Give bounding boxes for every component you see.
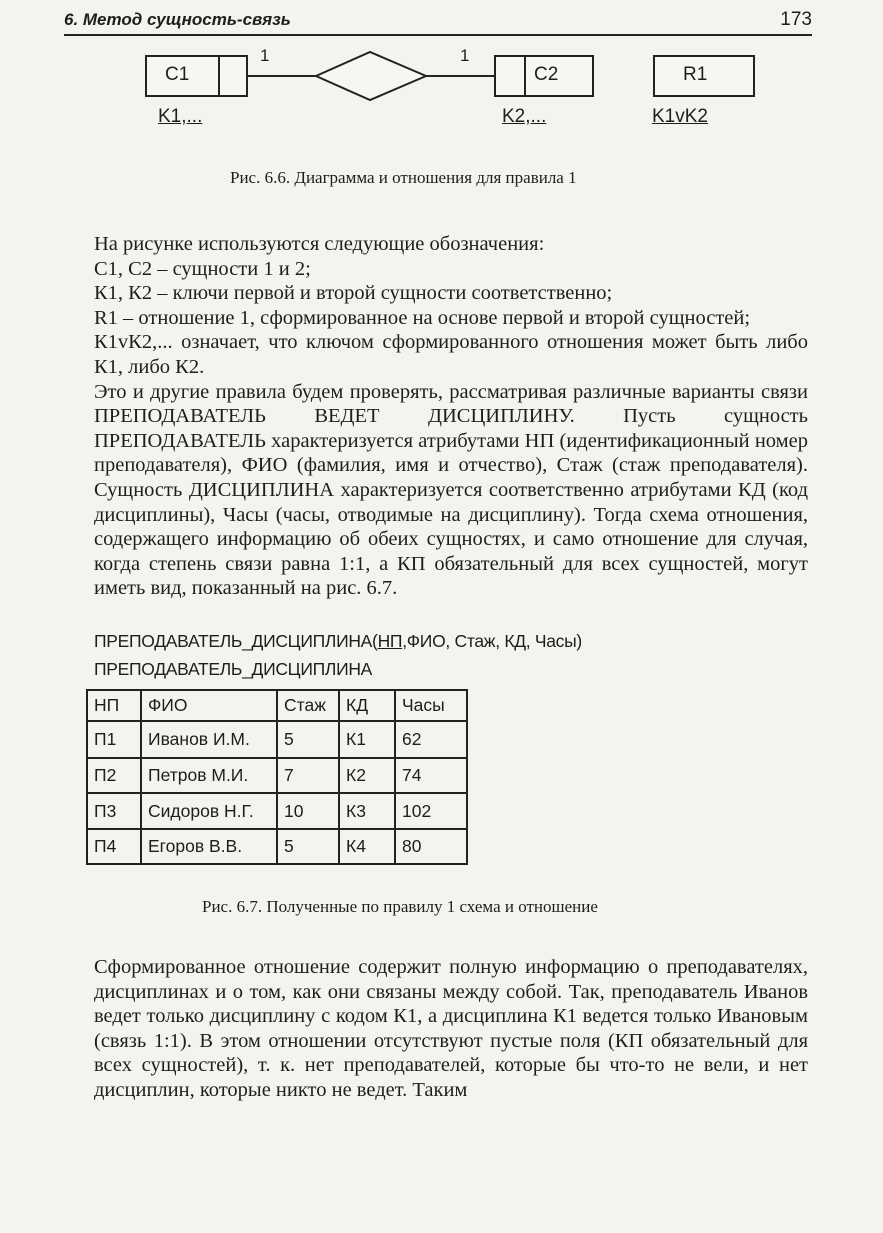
chapter-title: 6. Метод сущность-связь [64, 10, 291, 29]
table-cell: П4 [87, 829, 141, 864]
schema-key-attribute: НП [377, 631, 403, 651]
entity-c1-label: C1 [165, 64, 190, 85]
entity-c2-box [494, 55, 594, 97]
table-cell: 102 [395, 793, 467, 829]
table-cell: 10 [277, 793, 339, 829]
relationship-diamond [316, 52, 426, 100]
figure-6-7-caption: Рис. 6.7. Полученные по правилу 1 схема и отношение [202, 897, 598, 916]
table-cell: Иванов И.М. [141, 721, 277, 758]
relation-r1-label: R1 [683, 64, 708, 85]
body-text [94, 232, 808, 601]
table-cell: Сидоров Н.Г. [141, 793, 277, 829]
column-header: НП [87, 690, 141, 721]
closing-text [94, 955, 808, 1103]
column-header: Стаж [277, 690, 339, 721]
table-cell: 74 [395, 758, 467, 793]
table-cell: Петров М.И. [141, 758, 277, 793]
table-cell: К2 [339, 758, 395, 793]
relation-r1-box [653, 55, 755, 97]
paragraph: R1 – отношение 1, сформированное на основе первой и второй сущностей; [94, 306, 751, 329]
paragraph: На рисунке используются следующие обозначения: [94, 233, 545, 255]
relation-table [86, 689, 468, 865]
table-cell: П1 [87, 721, 141, 758]
table-cell: П3 [87, 793, 141, 829]
table-cell: К1 [339, 721, 395, 758]
table-row [87, 758, 467, 793]
table-cell: 5 [277, 829, 339, 864]
table-header-row [87, 690, 467, 721]
figure-6-6-caption: Рис. 6.6. Диаграмма и отношения для правила 1 [230, 168, 577, 187]
relation-schema [94, 631, 582, 652]
column-header: КД [339, 690, 395, 721]
table-cell: 62 [395, 721, 467, 758]
table-cell: 80 [395, 829, 467, 864]
column-header: ФИО [141, 690, 277, 721]
page-number: 173 [780, 9, 812, 30]
er-diagram [140, 40, 780, 135]
cardinality-right: 1 [460, 46, 470, 65]
table-row [87, 721, 467, 758]
entity-c2-label: C2 [534, 64, 559, 85]
paragraph: Сформированное отношение содержит полную информацию о преподавателях, дисциплинах и о том, как они связаны между собой. Так, преподаватель Иванов ведет только дисциплину с кодом К1, а дисциплина К1 ведется только Ивановым (связь 1:1). В этом отношении отсутствуют пустые поля (КП обязательный для всех сущностей), т. к. нет преподавателей, которые бы что-то не вели, и нет дисциплин, которые никто не ведет. Таким [94, 956, 808, 1101]
table-row [87, 793, 467, 829]
key-k2: K2,... [502, 106, 547, 127]
table-row [87, 829, 467, 864]
entity-c1-box [145, 55, 248, 97]
running-header [64, 8, 812, 36]
paragraph: С1, С2 – сущности 1 и 2; [94, 257, 311, 280]
table-cell: 5 [277, 721, 339, 758]
key-k1-or-k2: K1vK2 [652, 106, 708, 127]
key-k1: K1,... [158, 106, 203, 127]
schema-prefix: ПРЕПОДАВАТЕЛЬ_ДИСЦИПЛИНА( [94, 631, 378, 651]
relation-name: ПРЕПОДАВАТЕЛЬ_ДИСЦИПЛИНА [94, 659, 373, 679]
paragraph: К1vК2,... означает, что ключом сформированного отношения может быть либо К1, либо К2. [94, 331, 808, 378]
table-cell: К4 [339, 829, 395, 864]
paragraph: Это и другие правила будем проверять, рассматривая различные варианты связи ПРЕПОДАВАТЕЛЬ ВЕДЕТ ДИСЦИПЛИНУ. Пусть сущность ПРЕПОДАВАТЕЛЬ характеризуется атрибутами НП (идентификационный номер преподавателя), ФИО (фамилия, имя и отчество), Стаж (стаж преподавателя). Сущность ДИСЦИПЛИНА характеризуется соответственно атрибутами КД (код дисциплины), Часы (часы, отводимые на дисциплину). Тогда схема отношения, содержащего информацию об обеих сущностях, и само отношение для случая, когда степень связи равна 1:1, а КП обязательный для всех сущностей, могут иметь вид, показанный на рис. 6.7. [94, 380, 808, 600]
table-cell: 7 [277, 758, 339, 793]
schema-attributes: ,ФИО, Стаж, КД, Часы) [402, 631, 582, 651]
paragraph: К1, К2 – ключи первой и второй сущности соответственно; [94, 282, 613, 305]
cardinality-left: 1 [260, 46, 270, 65]
table-cell: П2 [87, 758, 141, 793]
table-cell: К3 [339, 793, 395, 829]
column-header: Часы [395, 690, 467, 721]
table-cell: Егоров В.В. [141, 829, 277, 864]
